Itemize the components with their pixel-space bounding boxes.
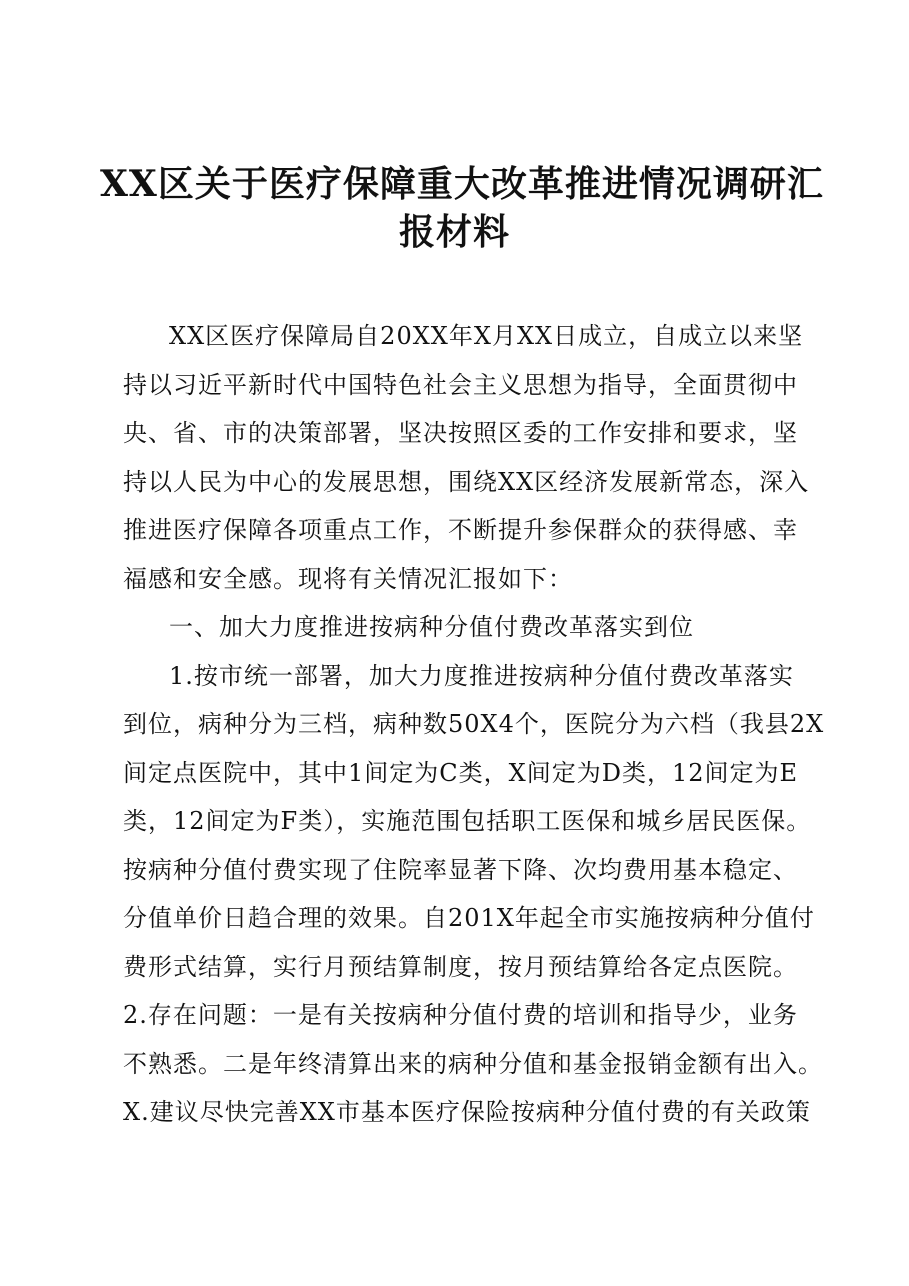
title-line: 报材料: [398, 211, 510, 253]
paragraph-line: 分值单价日趋合理的效果。自201X年起全市实施按病种分值付: [123, 904, 815, 932]
paragraph-line: X.建议尽快完善XX市基本医疗保险按病种分值付费的有关政策: [123, 1098, 811, 1126]
document-title: [100, 160, 824, 256]
paragraph-line: 1.按市统一部署，加大力度推进按病种分值付费改革落实: [169, 661, 794, 690]
paragraph-line: 到位，病种分为三档，病种数50X4个，医院分为六档（我县2X: [123, 710, 825, 738]
paragraph-line: 按病种分值付费实现了住院率显著下降、次均费用基本稳定、: [123, 855, 798, 884]
document-body: [123, 312, 825, 1137]
title-line: XX区关于医疗保障重大改革推进情况调研汇: [100, 163, 824, 205]
paragraph-line: 持以人民为中心的发展思想，围绕XX区经济发展新常态，深入: [123, 467, 810, 496]
paragraph-line: 福感和安全感。现将有关情况汇报如下：: [123, 564, 573, 593]
paragraph-line: XX区医疗保障局自20XX年X月XX日成立，自成立以来坚: [169, 322, 804, 350]
paragraph-line: 类，12间定为F类），实施范围包括职工医保和城乡居民医保。: [123, 807, 812, 835]
paragraph-line: 推进医疗保障各项重点工作，不断提升参保群众的获得感、幸: [123, 516, 798, 544]
paragraph-line: 费形式结算，实行月预结算制度，按月预结算给各定点医院。: [123, 952, 798, 981]
paragraph-line: 持以习近平新时代中国特色社会主义思想为指导，全面贯彻中: [123, 370, 798, 399]
paragraph-line: 间定点医院中，其中1间定为C类，X间定为D类，12间定为E: [123, 758, 799, 787]
paragraph-line: 2.存在问题：一是有关按病种分值付费的培训和指导少，业务: [123, 1001, 798, 1029]
section-heading: 一、加大力度推进按病种分值付费改革落实到位: [169, 613, 694, 641]
paragraph-line: 央、省、市的决策部署，坚决按照区委的工作安排和要求，坚: [123, 419, 798, 447]
paragraph-line: 不熟悉。二是年终清算出来的病种分值和基金报销金额有出入。: [123, 1049, 823, 1078]
